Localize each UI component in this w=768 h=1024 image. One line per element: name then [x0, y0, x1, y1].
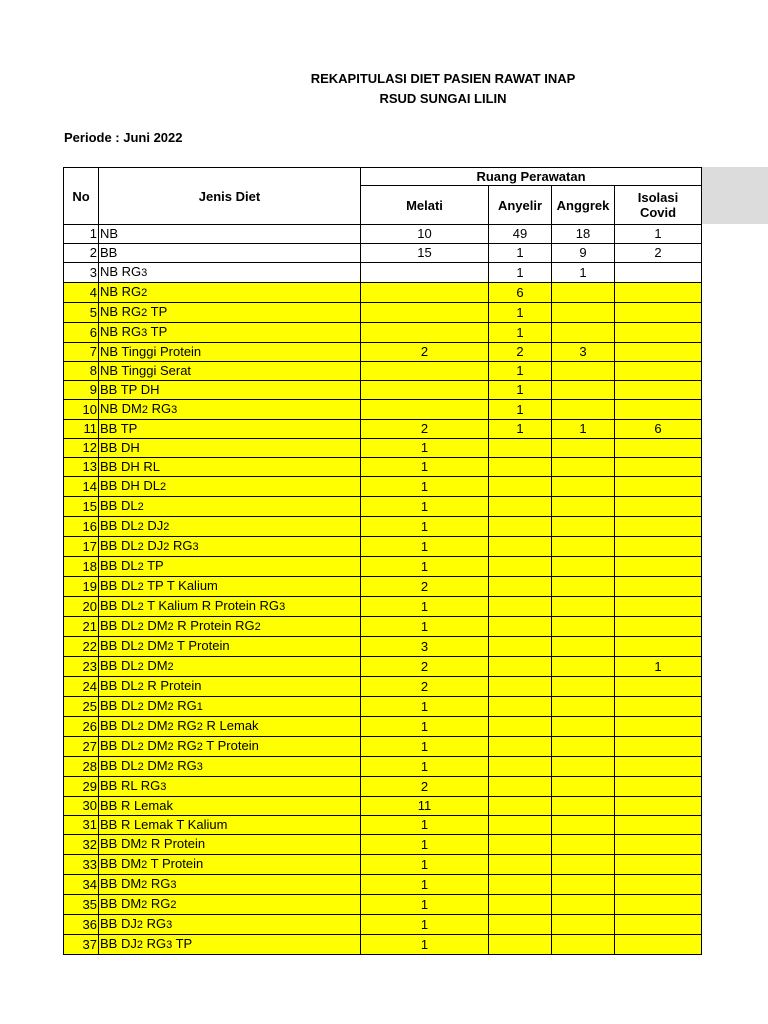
isolasi-covid-cell — [615, 757, 702, 777]
diet-type-cell: BB TP — [99, 420, 361, 439]
diet-type-cell: BB DH — [99, 439, 361, 458]
row-number: 21 — [64, 617, 99, 637]
isolasi-covid-cell — [615, 895, 702, 915]
table-row — [64, 303, 702, 323]
melati-cell: 1 — [361, 439, 489, 458]
melati-cell: 2 — [361, 577, 489, 597]
anyelir-cell — [489, 517, 552, 537]
diet-type-cell: BB — [99, 244, 361, 263]
melati-cell: 1 — [361, 757, 489, 777]
melati-cell — [361, 323, 489, 343]
anyelir-cell — [489, 855, 552, 875]
anyelir-cell — [489, 497, 552, 517]
isolasi-covid-cell — [615, 577, 702, 597]
row-number: 28 — [64, 757, 99, 777]
row-number: 15 — [64, 497, 99, 517]
anggrek-cell — [552, 637, 615, 657]
melati-cell: 1 — [361, 497, 489, 517]
diet-type-cell: BB DL2 — [99, 497, 361, 517]
row-number: 8 — [64, 362, 99, 381]
table-row — [64, 362, 702, 381]
row-number: 32 — [64, 835, 99, 855]
row-number: 9 — [64, 381, 99, 400]
anggrek-cell — [552, 458, 615, 477]
row-number: 24 — [64, 677, 99, 697]
anggrek-cell — [552, 477, 615, 497]
isolasi-covid-cell — [615, 935, 702, 955]
row-number: 18 — [64, 557, 99, 577]
anyelir-cell — [489, 697, 552, 717]
table-row — [64, 875, 702, 895]
diet-table — [63, 167, 702, 955]
table-row — [64, 617, 702, 637]
isolasi-covid-cell — [615, 362, 702, 381]
diet-type-cell: NB RG2 — [99, 283, 361, 303]
anggrek-cell: 18 — [552, 225, 615, 244]
isolasi-covid-cell: 6 — [615, 420, 702, 439]
diet-type-cell: NB Tinggi Protein — [99, 343, 361, 362]
melati-cell: 1 — [361, 477, 489, 497]
anggrek-cell — [552, 439, 615, 458]
melati-cell: 1 — [361, 875, 489, 895]
anggrek-cell — [552, 577, 615, 597]
isolasi-covid-cell — [615, 263, 702, 283]
anggrek-cell — [552, 517, 615, 537]
diet-type-cell: NB RG2 TP — [99, 303, 361, 323]
anyelir-cell — [489, 557, 552, 577]
isolasi-covid-cell — [615, 617, 702, 637]
isolasi-covid-cell: 2 — [615, 244, 702, 263]
row-number: 19 — [64, 577, 99, 597]
isolasi-covid-cell — [615, 557, 702, 577]
anyelir-cell — [489, 717, 552, 737]
anyelir-cell — [489, 677, 552, 697]
anggrek-cell — [552, 283, 615, 303]
melati-cell: 1 — [361, 737, 489, 757]
anyelir-cell — [489, 797, 552, 816]
diet-type-cell: NB RG3 — [99, 263, 361, 283]
melati-cell: 1 — [361, 697, 489, 717]
melati-cell: 3 — [361, 637, 489, 657]
anggrek-cell — [552, 537, 615, 557]
anggrek-cell — [552, 400, 615, 420]
anyelir-cell — [489, 757, 552, 777]
table-row — [64, 557, 702, 577]
isolasi-covid-cell — [615, 677, 702, 697]
table-row — [64, 895, 702, 915]
diet-type-cell: BB DL2 DM2 RG2 R Lemak — [99, 717, 361, 737]
row-number: 33 — [64, 855, 99, 875]
melati-cell: 1 — [361, 517, 489, 537]
isolasi-covid-cell: 1 — [615, 657, 702, 677]
diet-type-cell: BB TP DH — [99, 381, 361, 400]
anggrek-cell — [552, 697, 615, 717]
diet-type-cell: BB DM2 R Protein — [99, 835, 361, 855]
row-number: 20 — [64, 597, 99, 617]
row-number: 13 — [64, 458, 99, 477]
period-label: Periode : Juni 2022 — [64, 130, 183, 145]
hospital-name: RSUD SUNGAI LILIN — [379, 91, 507, 106]
row-number: 31 — [64, 816, 99, 835]
anyelir-cell — [489, 597, 552, 617]
header-anyelir: Anyelir — [489, 186, 552, 225]
anggrek-cell — [552, 557, 615, 577]
anggrek-cell — [552, 855, 615, 875]
table-row — [64, 657, 702, 677]
melati-cell: 1 — [361, 717, 489, 737]
table-row — [64, 577, 702, 597]
anyelir-cell: 1 — [489, 362, 552, 381]
melati-cell: 2 — [361, 420, 489, 439]
melati-cell: 2 — [361, 343, 489, 362]
isolasi-covid-cell — [615, 915, 702, 935]
header-no: No — [64, 168, 99, 225]
diet-type-cell: NB — [99, 225, 361, 244]
table-row — [64, 283, 702, 303]
table-row — [64, 797, 702, 816]
row-number: 12 — [64, 439, 99, 458]
anggrek-cell — [552, 737, 615, 757]
table-row — [64, 517, 702, 537]
anyelir-cell — [489, 537, 552, 557]
anggrek-cell — [552, 677, 615, 697]
melati-cell: 1 — [361, 835, 489, 855]
row-number: 4 — [64, 283, 99, 303]
anyelir-cell — [489, 835, 552, 855]
table-row — [64, 915, 702, 935]
table-row — [64, 816, 702, 835]
table-body — [64, 225, 702, 955]
row-number: 7 — [64, 343, 99, 362]
isolasi-covid-cell — [615, 497, 702, 517]
melati-cell: 1 — [361, 617, 489, 637]
row-number: 27 — [64, 737, 99, 757]
anyelir-cell — [489, 439, 552, 458]
anggrek-cell — [552, 362, 615, 381]
diet-type-cell: BB DM2 RG2 — [99, 895, 361, 915]
anyelir-cell — [489, 577, 552, 597]
row-number: 37 — [64, 935, 99, 955]
isolasi-covid-cell — [615, 400, 702, 420]
anggrek-cell — [552, 597, 615, 617]
table-row — [64, 935, 702, 955]
anggrek-cell — [552, 303, 615, 323]
row-number: 29 — [64, 777, 99, 797]
anyelir-cell — [489, 875, 552, 895]
table-row — [64, 477, 702, 497]
isolasi-covid-cell — [615, 597, 702, 617]
gray-panel — [702, 167, 768, 224]
anggrek-cell — [552, 935, 615, 955]
anyelir-cell — [489, 816, 552, 835]
anggrek-cell — [552, 777, 615, 797]
table-row — [64, 855, 702, 875]
diet-type-cell: BB DL2 DM2 T Protein — [99, 637, 361, 657]
isolasi-covid-cell — [615, 737, 702, 757]
anyelir-cell: 1 — [489, 303, 552, 323]
anggrek-cell — [552, 875, 615, 895]
isolasi-covid-cell — [615, 816, 702, 835]
diet-type-cell: BB DH DL2 — [99, 477, 361, 497]
isolasi-covid-cell — [615, 381, 702, 400]
diet-type-cell: BB RL RG3 — [99, 777, 361, 797]
diet-type-cell: BB DH RL — [99, 458, 361, 477]
table-row — [64, 737, 702, 757]
melati-cell — [361, 381, 489, 400]
isolasi-covid-cell — [615, 477, 702, 497]
row-number: 10 — [64, 400, 99, 420]
anggrek-cell — [552, 915, 615, 935]
melati-cell — [361, 263, 489, 283]
anyelir-cell — [489, 737, 552, 757]
diet-type-cell: BB DL2 T Kalium R Protein RG3 — [99, 597, 361, 617]
table-row — [64, 343, 702, 362]
anyelir-cell: 1 — [489, 244, 552, 263]
diet-type-cell: BB DJ2 RG3 — [99, 915, 361, 935]
melati-cell — [361, 362, 489, 381]
anyelir-cell — [489, 935, 552, 955]
melati-cell — [361, 400, 489, 420]
isolasi-covid-cell — [615, 517, 702, 537]
table-row — [64, 244, 702, 263]
anyelir-cell: 49 — [489, 225, 552, 244]
anyelir-cell: 6 — [489, 283, 552, 303]
table-row — [64, 381, 702, 400]
table-row — [64, 537, 702, 557]
anyelir-cell — [489, 617, 552, 637]
diet-type-cell: BB DM2 RG3 — [99, 875, 361, 895]
melati-cell: 1 — [361, 935, 489, 955]
isolasi-covid-cell: 1 — [615, 225, 702, 244]
anyelir-cell — [489, 895, 552, 915]
anyelir-cell — [489, 657, 552, 677]
diet-type-cell: BB DL2 DM2 — [99, 657, 361, 677]
anggrek-cell — [552, 816, 615, 835]
table-row — [64, 777, 702, 797]
anggrek-cell: 1 — [552, 420, 615, 439]
anyelir-cell: 1 — [489, 400, 552, 420]
anyelir-cell — [489, 477, 552, 497]
table-row — [64, 400, 702, 420]
melati-cell: 2 — [361, 677, 489, 697]
table-row — [64, 757, 702, 777]
row-number: 2 — [64, 244, 99, 263]
isolasi-covid-cell — [615, 458, 702, 477]
row-number: 11 — [64, 420, 99, 439]
isolasi-covid-cell — [615, 797, 702, 816]
diet-type-cell: BB DL2 R Protein — [99, 677, 361, 697]
table-row — [64, 263, 702, 283]
table-row — [64, 717, 702, 737]
isolasi-covid-cell — [615, 323, 702, 343]
melati-cell: 1 — [361, 915, 489, 935]
anyelir-cell: 2 — [489, 343, 552, 362]
anggrek-cell — [552, 717, 615, 737]
row-number: 1 — [64, 225, 99, 244]
table-row — [64, 637, 702, 657]
melati-cell: 10 — [361, 225, 489, 244]
diet-type-cell: BB DL2 DJ2 — [99, 517, 361, 537]
header-ruang-perawatan: Ruang Perawatan — [361, 168, 702, 186]
anggrek-cell: 3 — [552, 343, 615, 362]
anyelir-cell: 1 — [489, 323, 552, 343]
table-row — [64, 677, 702, 697]
diet-type-cell: NB DM2 RG3 — [99, 400, 361, 420]
isolasi-covid-cell — [615, 283, 702, 303]
anggrek-cell — [552, 497, 615, 517]
isolasi-covid-cell — [615, 875, 702, 895]
isolasi-covid-cell — [615, 777, 702, 797]
melati-cell: 15 — [361, 244, 489, 263]
diet-type-cell: BB DL2 TP T Kalium — [99, 577, 361, 597]
row-number: 17 — [64, 537, 99, 557]
isolasi-covid-cell — [615, 303, 702, 323]
isolasi-covid-cell — [615, 835, 702, 855]
diet-type-cell: BB DL2 DM2 RG3 — [99, 757, 361, 777]
melati-cell — [361, 283, 489, 303]
table-row — [64, 420, 702, 439]
table-row — [64, 458, 702, 477]
table-row — [64, 323, 702, 343]
melati-cell: 11 — [361, 797, 489, 816]
isolasi-covid-cell — [615, 855, 702, 875]
diet-type-cell: BB R Lemak — [99, 797, 361, 816]
diet-type-cell: BB DL2 TP — [99, 557, 361, 577]
diet-type-cell: BB DL2 DM2 RG2 T Protein — [99, 737, 361, 757]
row-number: 22 — [64, 637, 99, 657]
row-number: 34 — [64, 875, 99, 895]
table-row — [64, 697, 702, 717]
anggrek-cell — [552, 657, 615, 677]
melati-cell: 2 — [361, 657, 489, 677]
row-number: 36 — [64, 915, 99, 935]
anggrek-cell — [552, 617, 615, 637]
melati-cell: 1 — [361, 597, 489, 617]
row-number: 25 — [64, 697, 99, 717]
header-anggrek: Anggrek — [552, 186, 615, 225]
melati-cell: 1 — [361, 537, 489, 557]
header-jenis-diet: Jenis Diet — [99, 168, 361, 225]
anggrek-cell: 9 — [552, 244, 615, 263]
row-number: 14 — [64, 477, 99, 497]
anggrek-cell: 1 — [552, 263, 615, 283]
row-number: 30 — [64, 797, 99, 816]
anyelir-cell: 1 — [489, 420, 552, 439]
diet-type-cell: BB DL2 DM2 RG1 — [99, 697, 361, 717]
melati-cell: 1 — [361, 557, 489, 577]
table-row — [64, 497, 702, 517]
diet-type-cell: BB DM2 T Protein — [99, 855, 361, 875]
header-isolasi-covid: Isolasi Covid — [615, 186, 702, 225]
anggrek-cell — [552, 323, 615, 343]
anyelir-cell — [489, 915, 552, 935]
anyelir-cell — [489, 458, 552, 477]
table-row — [64, 835, 702, 855]
row-number: 23 — [64, 657, 99, 677]
anggrek-cell — [552, 797, 615, 816]
isolasi-covid-cell — [615, 717, 702, 737]
table-row — [64, 597, 702, 617]
melati-cell: 1 — [361, 816, 489, 835]
row-number: 16 — [64, 517, 99, 537]
isolasi-covid-cell — [615, 637, 702, 657]
melati-cell: 1 — [361, 895, 489, 915]
melati-cell: 1 — [361, 458, 489, 477]
anyelir-cell — [489, 777, 552, 797]
melati-cell — [361, 303, 489, 323]
melati-cell: 2 — [361, 777, 489, 797]
anggrek-cell — [552, 381, 615, 400]
anyelir-cell — [489, 637, 552, 657]
melati-cell: 1 — [361, 855, 489, 875]
header-melati: Melati — [361, 186, 489, 225]
row-number: 35 — [64, 895, 99, 915]
diet-type-cell: BB DJ2 RG3 TP — [99, 935, 361, 955]
diet-type-cell: BB DL2 DJ2 RG3 — [99, 537, 361, 557]
table-row — [64, 439, 702, 458]
row-number: 3 — [64, 263, 99, 283]
anggrek-cell — [552, 757, 615, 777]
diet-type-cell: BB DL2 DM2 R Protein RG2 — [99, 617, 361, 637]
anggrek-cell — [552, 895, 615, 915]
isolasi-covid-cell — [615, 697, 702, 717]
isolasi-covid-cell — [615, 439, 702, 458]
row-number: 6 — [64, 323, 99, 343]
row-number: 26 — [64, 717, 99, 737]
diet-type-cell: BB R Lemak T Kalium — [99, 816, 361, 835]
diet-type-cell: NB RG3 TP — [99, 323, 361, 343]
row-number: 5 — [64, 303, 99, 323]
report-title: REKAPITULASI DIET PASIEN RAWAT INAP — [310, 71, 576, 86]
table-row — [64, 225, 702, 244]
isolasi-covid-cell — [615, 537, 702, 557]
diet-type-cell: NB Tinggi Serat — [99, 362, 361, 381]
anyelir-cell: 1 — [489, 263, 552, 283]
isolasi-covid-cell — [615, 343, 702, 362]
anggrek-cell — [552, 835, 615, 855]
anyelir-cell: 1 — [489, 381, 552, 400]
